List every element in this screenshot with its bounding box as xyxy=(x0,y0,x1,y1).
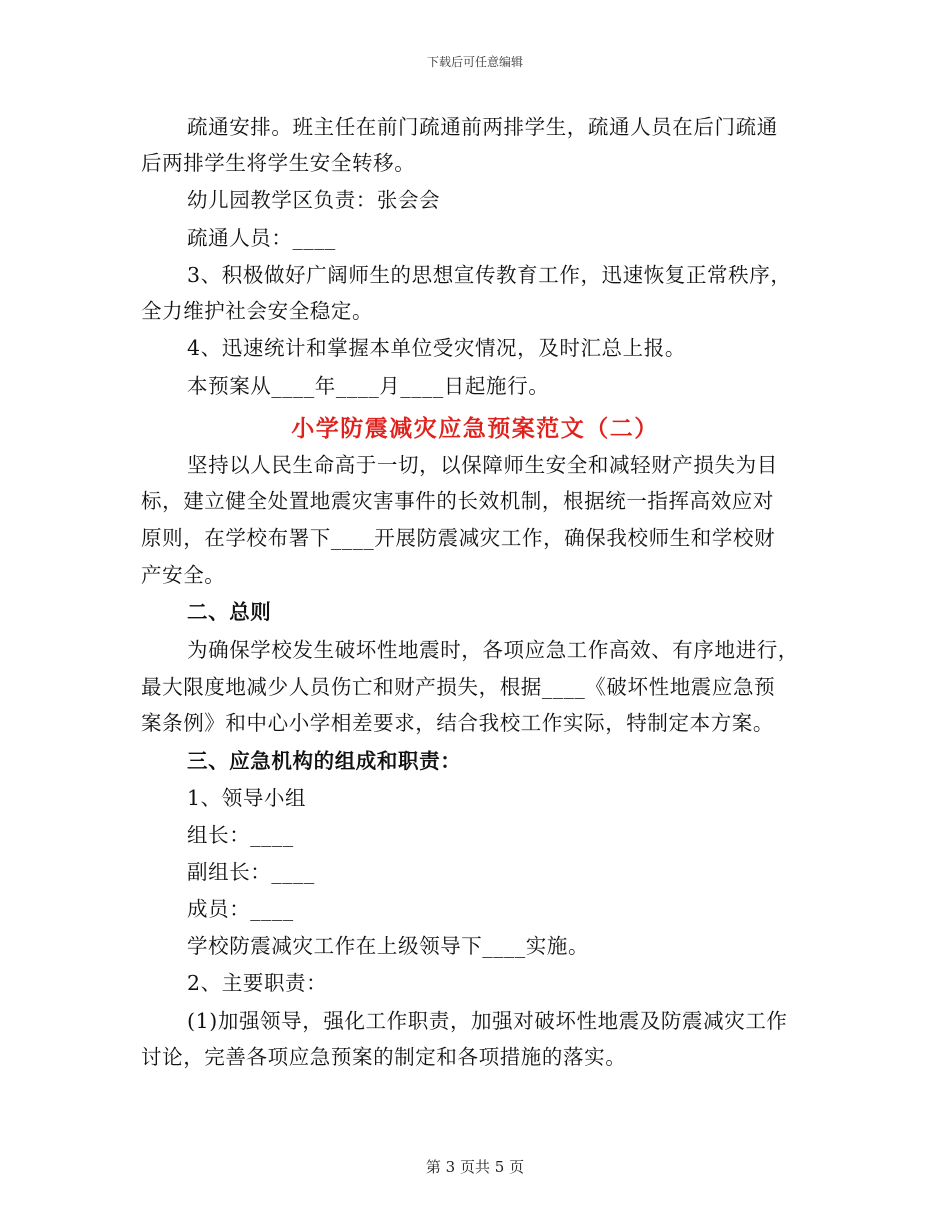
body-line: 讨论，完善各项应急预案的制定和各项措施的落实。 xyxy=(141,1045,627,1069)
body-line: 4、迅速统计和掌握本单位受灾情况，及时汇总上报。 xyxy=(187,336,686,360)
page-header: 下载后可任意编辑 xyxy=(426,55,523,69)
body-line: (1)加强领导，强化工作职责，加强对破坏性地震及防震减灾工作 xyxy=(187,1009,788,1033)
body-line: 3、积极做好广阔师生的思想宣传教育工作，迅速恢复正常秩序， xyxy=(187,263,792,287)
body-line: 本预案从____年____月____日起施行。 xyxy=(187,374,550,398)
body-line: 坚持以人民生命高于一切，以保障师生安全和减轻财产损失为目 xyxy=(187,453,778,477)
body-line: 幼儿园教学区负责：张会会 xyxy=(187,188,441,212)
body-line: 疏通人员：____ xyxy=(187,226,336,250)
body-line: 组长：____ xyxy=(187,823,294,847)
body-line: 学校防震减灾工作在上级领导下____实施。 xyxy=(187,934,590,958)
section-heading: 三、应急机构的组成和职责： xyxy=(187,749,462,773)
body-line: 副组长：____ xyxy=(187,860,315,884)
body-line: 2、主要职责： xyxy=(187,971,328,995)
body-line: 最大限度地减少人员伤亡和财产损失，根据____《破坏性地震应急预 xyxy=(141,675,776,699)
body-line: 全力维护社会安全稳定。 xyxy=(141,299,374,323)
section-heading: 二、总则 xyxy=(187,600,272,624)
body-line: 1、领导小组 xyxy=(187,786,307,810)
body-line: 疏通安排。班主任在前门疏通前两排学生，疏通人员在后门疏通 xyxy=(187,115,778,139)
body-line: 后两排学生将学生安全转移。 xyxy=(141,151,416,175)
section-title: 小学防震减灾应急预案范文（二） xyxy=(291,415,659,442)
body-line: 原则，在学校布署下____开展防震减灾工作，确保我校师生和学校财 xyxy=(141,526,776,550)
body-line: 标，建立健全处置地震灾害事件的长效机制，根据统一指挥高效应对 xyxy=(141,489,774,513)
page-footer: 第 3 页共 5 页 xyxy=(425,1158,525,1176)
body-line: 为确保学校发生破坏性地震时，各项应急工作高效、有序地进行， xyxy=(187,638,799,662)
body-line: 案条例》和中心小学相差要求，结合我校工作实际，特制定本方案。 xyxy=(141,711,774,735)
body-line: 产安全。 xyxy=(141,563,226,587)
body-line: 成员：____ xyxy=(187,897,294,921)
